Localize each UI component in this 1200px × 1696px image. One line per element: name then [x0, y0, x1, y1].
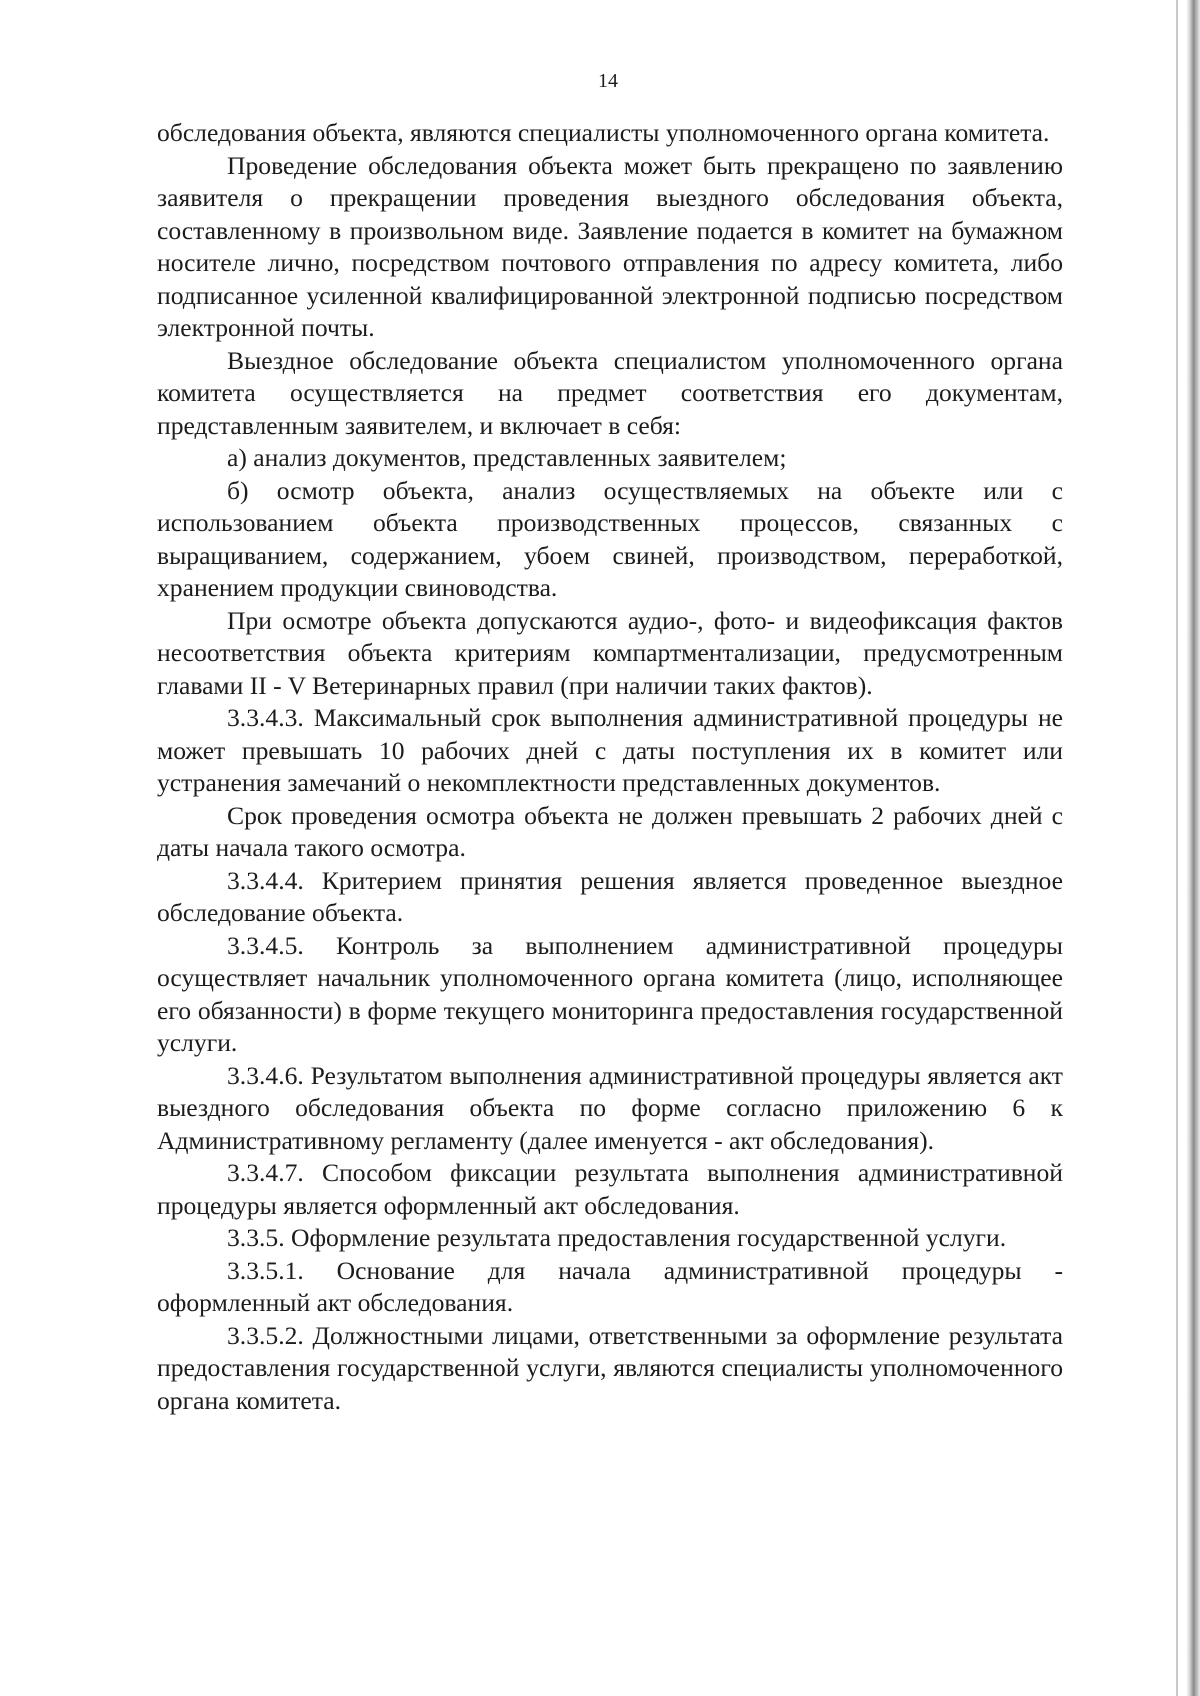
paragraph: Выездное обследование объекта специалистом уполномоченного органа комитета осуществляется на предмет соответствия его документам, представленным заявителем, и включает в себя: [157, 345, 1063, 440]
paragraph: 3.3.4.3. Максимальный срок выполнения административной процедуры не может превышать 10 рабочих дней с даты поступления их в комитет или устранения замечаний о некомплектности представленных документов. [157, 703, 1063, 797]
paragraph: а) анализ документов, представленных заявителем; [227, 443, 787, 472]
paragraph: 3.3.4.5. Контроль за выполнением административной процедуры осуществляет начальник уполномоченного органа комитета (лицо, исполняющее его обязанности) в форме текущего мониторинга предоставления государственной услуги. [157, 930, 1063, 1057]
paragraph: При осмотре объекта допускаются аудио-, фото- и видеофиксация фактов несоответствия объекта критериям компартментализации, предусмотренным главами II - V Ветеринарных правил (при наличии таких фактов). [157, 605, 1063, 700]
paragraph: 3.3.4.6. Результатом выполнения административной процедуры является акт выездного обследования объекта по форме согласно приложению 6 к Административному регламенту (далее именуется - акт обследования). [157, 1060, 1063, 1155]
paragraph: 3.3.4.7. Способом фиксации результата выполнения административной процедуры является оформленный акт обследования. [157, 1158, 1063, 1220]
scan-edge-line [1176, 0, 1178, 1696]
paragraph: б) осмотр объекта, анализ осуществляемых на объекте или с использованием объекта производственных процессов, связанных с выращиванием, содержанием, убоем свиней, производством, переработкой, хранением продукции свиноводства. [157, 475, 1063, 602]
page-number: 14 [598, 70, 618, 92]
paragraph: 3.3.5.2. Должностными лицами, ответственными за оформление результата предоставления государственной услуги, являются специалисты уполномоченного органа комитета. [157, 1320, 1063, 1415]
paragraph: 3.3.5.1. Основание для начала административной процедуры - оформленный акт обследования. [157, 1255, 1063, 1317]
document-body [157, 117, 1063, 1417]
paragraph: Срок проведения осмотра объекта не должен превышать 2 рабочих дней с даты начала такого осмотра. [157, 800, 1063, 862]
scan-edge-shadow [1186, 0, 1200, 1696]
paragraph: 3.3.4.4. Критерием принятия решения является проведенное выездное обследование объекта. [157, 865, 1063, 927]
paragraph: 3.3.5. Оформление результата предоставления государственной услуги. [227, 1223, 1007, 1252]
paragraph: обследования объекта, являются специалисты уполномоченного органа комитета. [157, 118, 1050, 147]
paragraph: Проведение обследования объекта может быть прекращено по заявлению заявителя о прекращении проведения выездного обследования объекта, составленному в произвольном виде. Заявление подается в комитет на бумажном носителе лично, посредством почтового отправления по адресу комитета, либо подписанное усиленной квалифицированной электронной подписью посредством электронной почты. [157, 150, 1063, 342]
